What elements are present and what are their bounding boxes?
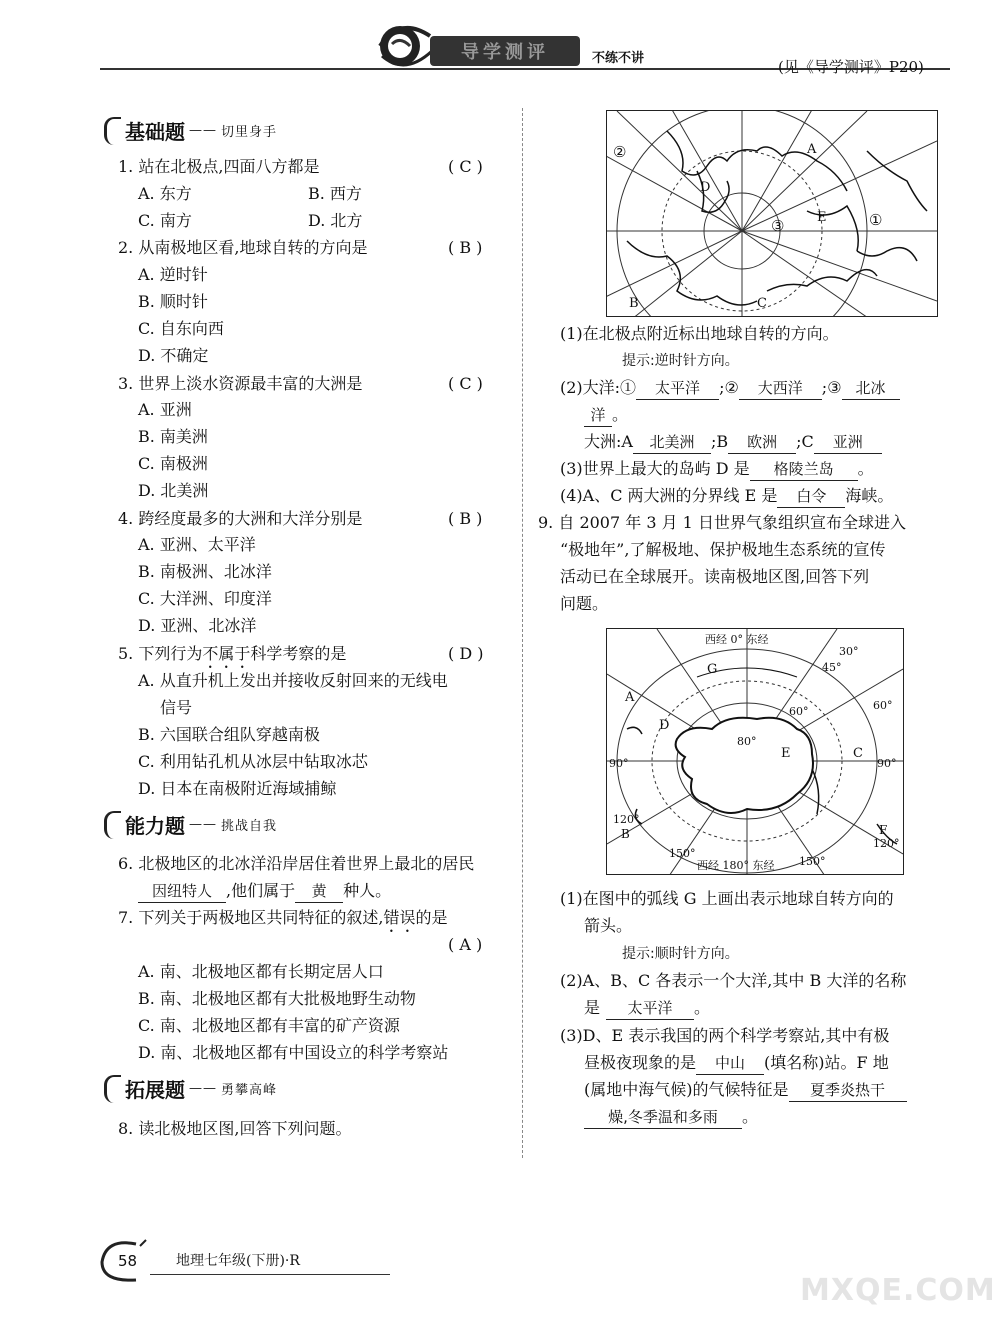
section-ability-title: 能力题 <box>125 814 185 838</box>
q7-stem-b: 的是 <box>415 908 448 927</box>
q8-sep3: ;③ <box>821 378 842 397</box>
q5-stem-a: 5. 下列行为 <box>118 644 203 663</box>
q9-part1b: 箭头。 <box>584 916 633 935</box>
q1-answer: ( C ) <box>448 157 483 176</box>
q8-contB-label: ;B <box>710 432 729 451</box>
q9-p3c-text: (填名称)站。F 地 <box>764 1053 889 1072</box>
nmap-label-1: ① <box>869 211 883 229</box>
smap-label-F: F <box>879 823 888 837</box>
q7-stem-a: 7. 下列关于两极地区共同特征的叙述, <box>118 908 384 927</box>
q8-p3-blank: 格陵兰岛 <box>750 458 858 481</box>
nmap-label-A: A <box>807 142 817 157</box>
q8-ocean3a: 北冰 <box>842 377 900 400</box>
section-basic <box>104 116 277 145</box>
smap-label-E: E <box>781 746 791 761</box>
q5-stem <box>118 643 346 672</box>
q9-line3: 活动已在全球展开。读南极地区图,回答下列 <box>560 567 870 586</box>
q9-p2-blank: 太平洋 <box>606 997 694 1020</box>
q8-sep2: ;② <box>719 378 739 397</box>
q5-opt-a: A. 从直升机上发出并接收反射回来的无线电 <box>138 671 448 690</box>
q6-mid: ,他们属于 <box>226 881 296 900</box>
q6-blank1: 因纽特人 <box>138 880 226 903</box>
q1-opt-c: C. 南方 <box>138 211 192 230</box>
q7-answer: ( A ) <box>448 935 483 954</box>
q8-ocean3b: 洋 <box>584 404 612 427</box>
q4-opt-b: B. 南极洲、北冰洋 <box>138 562 272 581</box>
south-pole-map <box>606 628 904 875</box>
smap-label-G: G <box>707 662 718 677</box>
q6-line2 <box>138 880 391 903</box>
q9-part3d <box>584 1079 907 1102</box>
smap-label-120b: 120° <box>873 837 900 850</box>
q3-opt-a: A. 亚洲 <box>138 400 192 419</box>
smap-label-C: C <box>853 746 863 761</box>
q1-opt-d: D. 北方 <box>308 211 363 230</box>
q5-answer: ( D ) <box>448 644 484 663</box>
footer-rule <box>150 1274 390 1275</box>
q8-p3-end: 。 <box>857 459 874 478</box>
q8-contA: 北美洲 <box>633 431 711 454</box>
q5-opt-c: C. 利用钻孔机从冰层中钻取冰芯 <box>138 752 368 771</box>
q5-opt-b: B. 六国联合组队穿越南极 <box>138 725 320 744</box>
q2-opt-c: C. 自东向西 <box>138 319 224 338</box>
smap-label-D: D <box>659 718 670 733</box>
section-ability-dash: —— <box>189 817 217 832</box>
q2-answer: ( B ) <box>448 238 483 257</box>
q8-p4-end: 海峡。 <box>845 486 894 505</box>
footer-page-number: 58 <box>118 1252 138 1270</box>
smap-label-l90: 90° <box>609 757 629 770</box>
smap-label-30: 30° <box>839 645 859 658</box>
section-basic-sub: 切里身手 <box>221 125 278 140</box>
q9-part3a: (3)D、E 表示我国的两个科学考察站,其中有极 <box>560 1026 890 1045</box>
nmap-label-D: D <box>700 180 711 195</box>
section-basic-marker <box>104 117 121 145</box>
section-basic-dash: —— <box>189 123 217 138</box>
section-ability <box>104 810 277 839</box>
nmap-label-C: C <box>757 296 767 311</box>
q8-dot-end: 。 <box>612 405 629 424</box>
smap-label-60b: 60° <box>873 699 893 712</box>
q9-part3b <box>584 1052 889 1075</box>
q8-continents <box>584 431 882 454</box>
q2-opt-d: D. 不确定 <box>138 346 209 365</box>
q7-opt-d: D. 南、北极地区都有中国设立的科学考察站 <box>138 1043 449 1062</box>
q9-p3b-text: 昼极夜现象的是 <box>584 1053 697 1072</box>
smap-label-150b: 150° <box>799 855 826 868</box>
smap-label-150a: 150° <box>669 847 696 860</box>
footer-watermark: MXQE.COM <box>800 1273 996 1308</box>
q4-answer: ( B ) <box>448 509 483 528</box>
nmap-label-B: B <box>629 296 639 311</box>
smap-label-45: 45° <box>822 661 842 674</box>
q8-p4-a: (4)A、C 两大洲的分界线 E 是 <box>560 486 778 505</box>
q9-p3-blank: 中山 <box>696 1052 764 1075</box>
q1-stem: 1. 站在北极点,四面八方都是 <box>118 157 320 176</box>
header-ref: (见《导学测评》P20) <box>778 58 924 76</box>
q9-p2-end: 。 <box>694 998 711 1017</box>
smap-label-80: 80° <box>737 735 757 748</box>
q7-stem-emph: 错误 <box>383 908 416 927</box>
q9-p3-blank2b: 燥,冬季温和多雨 <box>584 1106 742 1129</box>
north-pole-map-svg <box>607 111 937 316</box>
smap-label-top: 西经 0° 东经 <box>705 633 769 646</box>
q8-stem: 8. 读北极地区图,回答下列问题。 <box>118 1119 352 1138</box>
section-ability-marker <box>104 811 121 839</box>
q4-opt-a: A. 亚洲、太平洋 <box>138 535 256 554</box>
section-extend <box>104 1074 277 1103</box>
q9-p3d-text: (属地中海气候)的气候特征是 <box>584 1080 789 1099</box>
north-pole-map <box>606 110 938 317</box>
q8-cont-label: 大洲:A <box>584 432 633 451</box>
smap-label-r90: 90° <box>877 757 897 770</box>
q8-ocean1: 太平洋 <box>636 377 719 400</box>
q7-stem <box>118 907 447 936</box>
smap-label-bottom: 西经 180° 东经 <box>697 859 775 872</box>
smap-label-60a: 60° <box>789 705 809 718</box>
q3-opt-b: B. 南美洲 <box>138 427 208 446</box>
q2-opt-b: B. 顺时针 <box>138 292 208 311</box>
q4-opt-c: C. 大洋洲、印度洋 <box>138 589 272 608</box>
q8-part2-cont <box>584 404 628 427</box>
q8-part3 <box>560 458 874 481</box>
smap-label-B: B <box>621 827 630 841</box>
q6-end: 种人。 <box>343 881 392 900</box>
q8-hint1: 提示:逆时针方向。 <box>622 353 739 369</box>
q9-part2a: (2)A、B、C 各表示一个大洋,其中 B 大洋的名称 <box>560 971 907 990</box>
q8-contB: 欧洲 <box>728 431 796 454</box>
nmap-label-2: ② <box>613 143 627 161</box>
q8-contC: 亚洲 <box>814 431 882 454</box>
q9-p3e-end: 。 <box>742 1107 759 1126</box>
q8-p3-a: (3)世界上最大的岛屿 D 是 <box>560 459 750 478</box>
q2-opt-a: A. 逆时针 <box>138 265 208 284</box>
q8-contC-label: ;C <box>796 432 814 451</box>
section-extend-title: 拓展题 <box>125 1078 185 1102</box>
header-badge-text: 导学测评 <box>461 42 549 63</box>
header-badge <box>430 36 580 66</box>
q5-stem-b: 科学考察的是 <box>250 644 347 663</box>
smap-label-A: A <box>625 690 635 705</box>
q8-part2 <box>560 377 900 400</box>
q9-line2: “极地年”,了解极地、保护极地生态系统的宣传 <box>560 540 886 559</box>
q7-opt-c: C. 南、北极地区都有丰富的矿产资源 <box>138 1016 400 1035</box>
section-ability-sub: 挑战自我 <box>221 819 278 834</box>
q8-p4-blank: 白令 <box>777 485 845 508</box>
nmap-label-3: ③ <box>771 217 785 235</box>
q3-opt-d: D. 北美洲 <box>138 481 209 500</box>
section-extend-marker <box>104 1075 121 1103</box>
section-extend-sub: 勇攀高峰 <box>221 1083 278 1098</box>
smap-label-120a: 120° <box>613 813 640 826</box>
q5-opt-a-cont: 信号 <box>160 698 193 717</box>
q9-hint1: 提示:顺时针方向。 <box>622 946 739 962</box>
q8-part4 <box>560 485 893 508</box>
q8-p2-label: (2)大洋:① <box>560 378 637 397</box>
q4-opt-d: D. 亚洲、北冰洋 <box>138 616 257 635</box>
q7-opt-a: A. 南、北极地区都有长期定居人口 <box>138 962 384 981</box>
q9-part3e <box>584 1106 758 1129</box>
q9-line1: 9. 自 2007 年 3 月 1 日世界气象组织宣布全球进入 <box>538 513 906 532</box>
column-divider <box>522 108 524 1158</box>
q8-part1: (1)在北极点附近标出地球自转的方向。 <box>560 324 839 343</box>
q1-opt-b: B. 西方 <box>308 184 362 203</box>
footer-book: 地理七年级(下册)·R <box>176 1253 300 1269</box>
section-basic-title: 基础题 <box>125 120 185 144</box>
q5-stem-emph: 不属于 <box>202 644 251 663</box>
q4-stem: 4. 跨经度最多的大洲和大洋分别是 <box>118 509 363 528</box>
q9-p2b-label: 是 <box>584 998 601 1017</box>
q6-blank2: 黄 <box>295 880 343 903</box>
q2-stem: 2. 从南极地区看,地球自转的方向是 <box>118 238 368 257</box>
q3-stem: 3. 世界上淡水资源最丰富的大洲是 <box>118 374 363 393</box>
header-slogan: 不练不讲 <box>592 51 645 66</box>
q9-part1a: (1)在图中的弧线 G 上画出表示地球自转方向的 <box>560 889 894 908</box>
q5-opt-d: D. 日本在南极附近海域捕鲸 <box>138 779 337 798</box>
q1-opt-a: A. 东方 <box>138 184 192 203</box>
q9-line4: 问题。 <box>560 594 609 613</box>
q9-part2b <box>584 997 710 1020</box>
q9-p3-blank2a: 夏季炎热干 <box>789 1079 907 1102</box>
q3-answer: ( C ) <box>448 374 483 393</box>
q7-opt-b: B. 南、北极地区都有大批极地野生动物 <box>138 989 416 1008</box>
section-extend-dash: —— <box>189 1081 217 1096</box>
nmap-label-E: E <box>817 210 827 225</box>
q6-line1: 6. 北极地区的北冰洋沿岸居住着世界上最北的居民 <box>118 854 475 873</box>
q8-ocean2: 大西洋 <box>739 377 822 400</box>
q3-opt-c: C. 南极洲 <box>138 454 208 473</box>
